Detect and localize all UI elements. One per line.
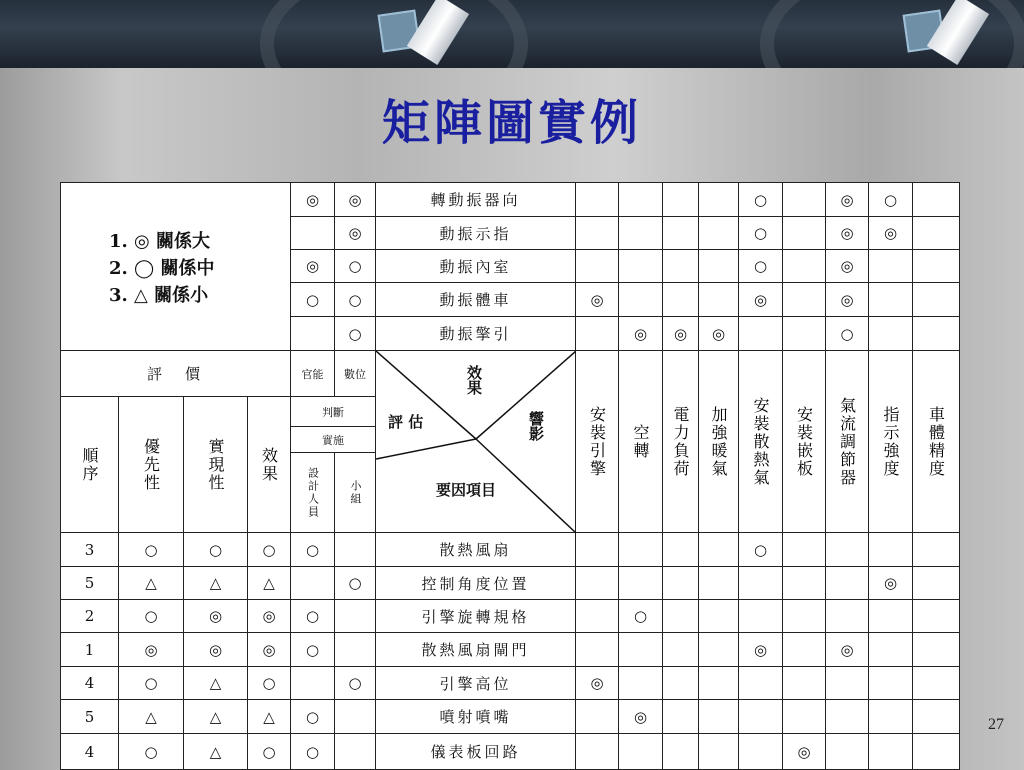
relation-mark: [619, 633, 663, 667]
judge-header: 判斷: [291, 397, 376, 427]
digital-header: 數位: [335, 351, 376, 397]
feasibility-mark: △: [184, 567, 248, 600]
relation-mark: [663, 700, 699, 734]
relation-mark: [619, 533, 663, 567]
relation-mark: [619, 250, 663, 283]
relation-mark: [699, 734, 739, 769]
relation-mark: [699, 217, 739, 250]
relation-mark: [699, 283, 739, 317]
relation-mark: [869, 734, 913, 769]
relation-mark: ○: [739, 217, 783, 250]
relation-mark: [913, 217, 959, 250]
effect-mark: ◎: [248, 600, 291, 633]
column-header: 效果: [248, 397, 291, 533]
official-header: 官能: [291, 351, 335, 397]
relation-mark: [699, 183, 739, 217]
relation-mark: ○: [739, 183, 783, 217]
effect-item-label: 轉動振器向: [376, 183, 576, 217]
effect-mark: ○: [248, 533, 291, 567]
relation-mark: [783, 667, 826, 700]
relation-mark: ◎: [826, 217, 869, 250]
relation-mark: [699, 667, 739, 700]
relation-mark: [576, 700, 619, 734]
factor-label: 要因項目: [436, 481, 497, 499]
effect-column-header: 氣流調節器: [826, 351, 869, 533]
legend-item: 3. △ 關係小: [109, 285, 209, 306]
feasibility-mark: ○: [184, 533, 248, 567]
column-header: 優先性: [119, 397, 184, 533]
implement-header: 實施: [291, 427, 376, 453]
relation-mark: [913, 567, 959, 600]
digital-mark: ◎: [335, 217, 376, 250]
group-mark: [335, 600, 376, 633]
relation-mark: [619, 567, 663, 600]
relation-mark: [826, 667, 869, 700]
relation-mark: [619, 667, 663, 700]
evaluation-header: 評 價: [61, 351, 291, 397]
relation-mark: [869, 317, 913, 351]
relation-mark: [783, 700, 826, 734]
effect-mark: ○: [248, 667, 291, 700]
group-header: 小組: [335, 453, 376, 533]
factor-item-label: 引擎高位: [376, 667, 576, 700]
factor-item-label: 儀表板回路: [376, 734, 576, 769]
relation-mark: [699, 533, 739, 567]
effect-mark: ◎: [248, 633, 291, 667]
feasibility-mark: ◎: [184, 600, 248, 633]
relation-mark: [619, 734, 663, 769]
relation-mark: [663, 633, 699, 667]
group-mark: [335, 734, 376, 769]
feasibility-mark: ◎: [184, 633, 248, 667]
corner-box: [376, 351, 576, 533]
relation-mark: ◎: [663, 317, 699, 351]
order-cell: 4: [61, 667, 119, 700]
factor-item-label: 散熱風扇: [376, 533, 576, 567]
group-mark: ○: [335, 567, 376, 600]
relation-mark: [576, 183, 619, 217]
designer-mark: [291, 567, 335, 600]
feasibility-mark: △: [184, 734, 248, 769]
relation-mark: ◎: [576, 667, 619, 700]
relation-mark: ○: [739, 250, 783, 283]
relation-mark: [913, 533, 959, 567]
influence-label: 響影: [527, 411, 545, 441]
relation-mark: ◎: [739, 633, 783, 667]
relation-mark: [699, 567, 739, 600]
relation-mark: [783, 183, 826, 217]
priority-mark: ○: [119, 667, 184, 700]
designer-mark: ○: [291, 533, 335, 567]
factor-item-label: 控制角度位置: [376, 567, 576, 600]
relation-mark: [663, 533, 699, 567]
relation-mark: ◎: [699, 317, 739, 351]
relation-mark: [576, 317, 619, 351]
relation-mark: ○: [739, 533, 783, 567]
legend-item: 2. ◯ 關係中: [109, 258, 215, 279]
group-mark: [335, 700, 376, 734]
official-mark: [291, 217, 335, 250]
relation-mark: [663, 734, 699, 769]
relation-mark: [576, 633, 619, 667]
order-cell: 5: [61, 567, 119, 600]
digital-mark: ◎: [335, 183, 376, 217]
effect-column-header: 安裝散熱氣: [739, 351, 783, 533]
relation-mark: ○: [869, 183, 913, 217]
relation-mark: [739, 700, 783, 734]
effect-column-header: 空轉: [619, 351, 663, 533]
group-mark: ○: [335, 667, 376, 700]
relation-mark: [869, 700, 913, 734]
relation-mark: [783, 317, 826, 351]
relation-mark: [913, 283, 959, 317]
relation-mark: [869, 600, 913, 633]
order-cell: 4: [61, 734, 119, 769]
effect-mark: ○: [248, 734, 291, 769]
effect-column-header: 加強暖氣: [699, 351, 739, 533]
relation-mark: ○: [619, 600, 663, 633]
official-mark: [291, 317, 335, 351]
column-header: 順序: [61, 397, 119, 533]
effect-item-label: 動振擎引: [376, 317, 576, 351]
relation-mark: [739, 734, 783, 769]
relation-mark: [826, 734, 869, 769]
relation-mark: [783, 633, 826, 667]
relation-mark: ◎: [783, 734, 826, 769]
order-cell: 5: [61, 700, 119, 734]
relation-mark: [619, 217, 663, 250]
official-mark: ○: [291, 283, 335, 317]
factor-item-label: 引擎旋轉規格: [376, 600, 576, 633]
relation-mark: [663, 250, 699, 283]
relation-mark: [826, 533, 869, 567]
relation-mark: [869, 533, 913, 567]
relation-mark: [699, 700, 739, 734]
priority-mark: ○: [119, 600, 184, 633]
relation-mark: [869, 283, 913, 317]
relation-mark: [826, 600, 869, 633]
relation-mark: ◎: [576, 283, 619, 317]
effect-column-header: 電力負荷: [663, 351, 699, 533]
relation-mark: [739, 317, 783, 351]
legend-item: 1. ◎ 關係大: [109, 231, 211, 252]
relation-mark: [699, 600, 739, 633]
effect-item-label: 動振體車: [376, 283, 576, 317]
designer-mark: ○: [291, 700, 335, 734]
relation-mark: [619, 183, 663, 217]
designer-mark: ○: [291, 633, 335, 667]
order-cell: 1: [61, 633, 119, 667]
digital-mark: ○: [335, 250, 376, 283]
order-cell: 3: [61, 533, 119, 567]
priority-mark: ○: [119, 734, 184, 769]
effect-label: 效果: [465, 365, 483, 395]
relation-mark: [739, 567, 783, 600]
priority-mark: ◎: [119, 633, 184, 667]
relation-mark: ◎: [869, 217, 913, 250]
relation-mark: [869, 667, 913, 700]
relation-mark: [913, 600, 959, 633]
official-mark: ◎: [291, 183, 335, 217]
priority-mark: ○: [119, 533, 184, 567]
relation-mark: [869, 250, 913, 283]
legend-cell: [61, 183, 291, 351]
page-title: 矩陣圖實例: [381, 95, 642, 151]
relation-mark: ◎: [739, 283, 783, 317]
designer-mark: ○: [291, 734, 335, 769]
page-number: 27: [988, 716, 1004, 733]
relation-mark: [576, 250, 619, 283]
matrix-table: [60, 182, 960, 770]
relation-mark: ◎: [619, 700, 663, 734]
relation-mark: [663, 183, 699, 217]
effect-column-header: 安裝嵌板: [783, 351, 826, 533]
designer-mark: [291, 667, 335, 700]
relation-mark: [869, 633, 913, 667]
relation-mark: [663, 217, 699, 250]
relation-mark: [783, 533, 826, 567]
relation-mark: [576, 567, 619, 600]
relation-mark: [699, 633, 739, 667]
relation-mark: ◎: [619, 317, 663, 351]
relation-mark: [663, 600, 699, 633]
digital-mark: ○: [335, 317, 376, 351]
effect-mark: △: [248, 567, 291, 600]
group-mark: [335, 633, 376, 667]
relation-mark: [913, 667, 959, 700]
relation-mark: ◎: [826, 250, 869, 283]
relation-mark: [663, 567, 699, 600]
effect-item-label: 動振示指: [376, 217, 576, 250]
relation-mark: [826, 567, 869, 600]
relation-mark: [576, 600, 619, 633]
relation-mark: ◎: [826, 633, 869, 667]
relation-mark: [783, 250, 826, 283]
relation-mark: ○: [826, 317, 869, 351]
effect-column-header: 指示強度: [869, 351, 913, 533]
priority-mark: △: [119, 567, 184, 600]
relation-mark: [783, 600, 826, 633]
relation-mark: [576, 734, 619, 769]
digital-mark: ○: [335, 283, 376, 317]
relation-mark: [739, 600, 783, 633]
effect-item-label: 動振內室: [376, 250, 576, 283]
order-cell: 2: [61, 600, 119, 633]
relation-mark: [576, 217, 619, 250]
assess-label: 評 估: [388, 413, 424, 431]
relation-mark: [699, 250, 739, 283]
column-header: 實現性: [184, 397, 248, 533]
relation-mark: [913, 734, 959, 769]
feasibility-mark: △: [184, 667, 248, 700]
effect-mark: △: [248, 700, 291, 734]
relation-mark: [913, 317, 959, 351]
effect-column-header: 安裝引擎: [576, 351, 619, 533]
relation-mark: [783, 567, 826, 600]
relation-mark: [913, 633, 959, 667]
feasibility-mark: △: [184, 700, 248, 734]
factor-item-label: 散熱風扇閘門: [376, 633, 576, 667]
relation-mark: [576, 533, 619, 567]
designer-header: 設計人員: [291, 453, 335, 533]
relation-mark: [619, 283, 663, 317]
relation-mark: [663, 667, 699, 700]
relation-mark: [913, 700, 959, 734]
relation-mark: ◎: [826, 183, 869, 217]
relation-mark: [826, 700, 869, 734]
header-banner: [0, 0, 1024, 68]
relation-mark: [913, 183, 959, 217]
relation-mark: ◎: [869, 567, 913, 600]
priority-mark: △: [119, 700, 184, 734]
relation-mark: [663, 283, 699, 317]
designer-mark: ○: [291, 600, 335, 633]
factor-item-label: 噴射噴嘴: [376, 700, 576, 734]
relation-mark: ◎: [826, 283, 869, 317]
relation-mark: [783, 217, 826, 250]
relation-mark: [913, 250, 959, 283]
effect-column-header: 車體精度: [913, 351, 959, 533]
relation-mark: [783, 283, 826, 317]
relation-mark: [739, 667, 783, 700]
group-mark: [335, 533, 376, 567]
official-mark: ◎: [291, 250, 335, 283]
